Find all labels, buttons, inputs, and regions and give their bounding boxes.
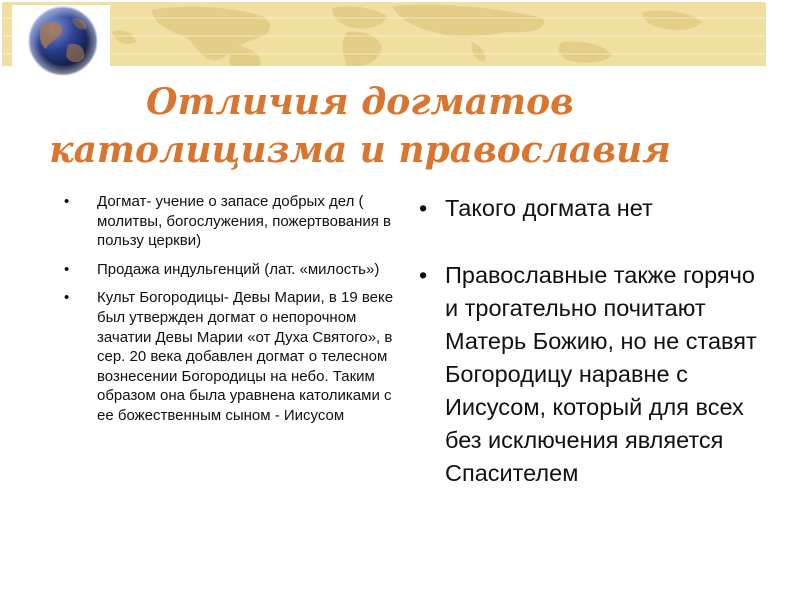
slide-title [0,78,720,174]
list-item: • Культ Богородицы- Девы Марии, в 19 веке был утвержден догмат о непорочном зачатии Девы Марии «от Духа Святого», в сер. 20 века добавлен догмат о телесном вознесении Богородицы на небо. Таким образом она была уравнена католиками с ее божественным сыном - Иисусом [62,288,398,425]
slide-title-line-2: католицизма и православия [49,129,671,171]
list-item: • Такого догмата нет [417,192,767,225]
list-item: • Продажа индульгенций (лат. «милость») [62,260,398,280]
orthodoxy-list [417,192,767,490]
slide-title-line-1: Отличия догматов [146,81,574,123]
world-map-banner [2,2,766,66]
catholicism-list [62,192,398,426]
catholicism-column [62,192,398,435]
orthodoxy-column [417,192,767,490]
globe-icon [12,5,110,77]
list-item: • Догмат- учение о запасе добрых дел ( молитвы, богослужения, пожертвования в пользу церкви) [62,192,398,251]
list-item: • Православные также горячо и трогательно почитают Матерь Божию, но не ставят Богородицу наравне с Иисусом, который для всех без исключения является Спасителем [417,259,767,490]
world-map-illustration [2,2,766,66]
